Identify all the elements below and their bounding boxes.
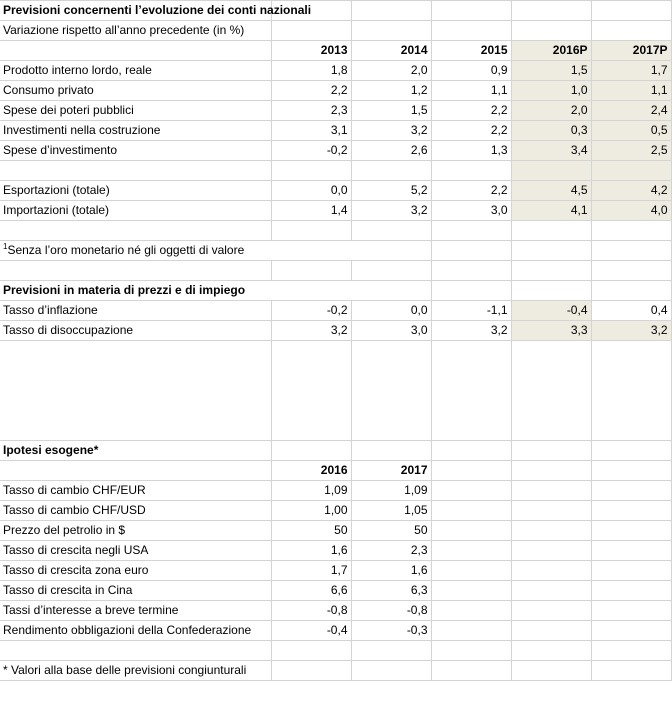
cell[interactable] [271, 21, 351, 41]
cell[interactable] [431, 481, 511, 501]
cell[interactable] [591, 541, 671, 561]
year-header-row [0, 41, 671, 61]
table-row [0, 321, 671, 341]
forecast-cell[interactable]: 1,5 [511, 61, 591, 81]
cell[interactable] [511, 581, 591, 601]
table-row [0, 181, 671, 201]
section2-title-row [0, 281, 671, 301]
value-cell[interactable]: 1,00 [271, 501, 351, 521]
row-label[interactable]: Tasso di cambio CHF/EUR [0, 481, 271, 501]
cell[interactable] [591, 601, 671, 621]
cell[interactable] [431, 1, 511, 21]
footnote-row [0, 661, 671, 681]
cell[interactable] [351, 21, 431, 41]
cell[interactable] [431, 541, 511, 561]
cell[interactable] [431, 161, 511, 181]
cell[interactable] [591, 1, 671, 21]
value-cell[interactable]: 50 [351, 521, 431, 541]
value-cell[interactable]: 6,3 [351, 581, 431, 601]
forecast-cell[interactable]: 4,1 [511, 201, 591, 221]
year-header-2014[interactable]: 2014 [351, 41, 431, 61]
value-cell[interactable]: 3,2 [431, 321, 511, 341]
cell[interactable] [351, 641, 431, 661]
value-cell[interactable]: 2,2 [271, 81, 351, 101]
forecast-cell[interactable]: 2,0 [511, 101, 591, 121]
forecast-cell[interactable]: 2,4 [591, 101, 671, 121]
year-header-row-2 [0, 461, 671, 481]
cell[interactable] [431, 601, 511, 621]
forecast-cell[interactable]: 4,5 [511, 181, 591, 201]
section1-title[interactable]: Previsioni concernenti l’evoluzione dei conti nazionali [0, 1, 271, 21]
footnote-1[interactable] [0, 241, 351, 261]
cell[interactable] [271, 661, 351, 681]
cell[interactable] [431, 641, 511, 661]
value-cell[interactable]: -0,8 [351, 601, 431, 621]
cell[interactable] [351, 261, 431, 281]
section1-title-row [0, 1, 671, 21]
table-row [0, 601, 671, 621]
cell[interactable] [511, 521, 591, 541]
cell[interactable] [591, 561, 671, 581]
cell[interactable] [351, 1, 431, 21]
cell[interactable] [431, 21, 511, 41]
value-cell[interactable]: 2,2 [431, 101, 511, 121]
value-cell[interactable]: 3,2 [351, 201, 431, 221]
cell[interactable] [0, 221, 271, 241]
cell[interactable] [431, 461, 511, 481]
cell[interactable] [271, 441, 351, 461]
year-header-2017p[interactable]: 2017P [591, 41, 671, 61]
table-row [0, 541, 671, 561]
table-row [0, 201, 671, 221]
cell[interactable] [511, 621, 591, 641]
row-label[interactable]: Esportazioni (totale) [0, 181, 271, 201]
cell[interactable] [591, 481, 671, 501]
cell[interactable] [0, 261, 271, 281]
cell[interactable] [351, 441, 431, 461]
cell[interactable] [431, 221, 511, 241]
forecast-cell[interactable]: 1,0 [511, 81, 591, 101]
cell[interactable] [431, 581, 511, 601]
value-cell[interactable]: -0,2 [271, 141, 351, 161]
value-cell[interactable]: 2,2 [431, 121, 511, 141]
cell[interactable] [0, 41, 271, 61]
section2-title[interactable]: Previsioni in materia di prezzi e di impiego [0, 281, 351, 301]
table-row [0, 581, 671, 601]
cell[interactable] [431, 261, 511, 281]
forecast-cell[interactable]: 3,2 [591, 321, 671, 341]
cell[interactable] [591, 621, 671, 641]
cell[interactable] [351, 241, 431, 261]
cell[interactable] [271, 341, 351, 441]
cell[interactable] [591, 461, 671, 481]
cell[interactable] [591, 161, 671, 181]
forecast-cell[interactable]: 0,3 [511, 121, 591, 141]
value-cell[interactable]: 2,0 [351, 61, 431, 81]
row-label[interactable]: Investimenti nella costruzione [0, 121, 271, 141]
cell[interactable] [351, 161, 431, 181]
cell[interactable] [511, 21, 591, 41]
cell[interactable] [591, 661, 671, 681]
cell[interactable] [351, 661, 431, 681]
year-header-2017[interactable]: 2017 [351, 461, 431, 481]
empty-row [0, 161, 671, 181]
value-cell[interactable]: 1,1 [431, 81, 511, 101]
value-cell[interactable]: 3,2 [351, 121, 431, 141]
row-label[interactable]: Prodotto interno lordo, reale [0, 61, 271, 81]
row-label[interactable]: Tasso di crescita in Cina [0, 581, 271, 601]
value-cell[interactable]: 1,8 [271, 61, 351, 81]
row-label[interactable]: Tasso di crescita zona euro [0, 561, 271, 581]
forecast-cell[interactable]: 4,2 [591, 181, 671, 201]
cell[interactable] [431, 561, 511, 581]
table-row [0, 481, 671, 501]
cell[interactable] [511, 341, 591, 441]
cell[interactable] [591, 281, 671, 301]
table-row [0, 141, 671, 161]
value-cell[interactable]: -0,3 [351, 621, 431, 641]
value-cell[interactable]: 0,9 [431, 61, 511, 81]
value-cell[interactable]: 1,7 [271, 561, 351, 581]
cell[interactable] [431, 661, 511, 681]
value-cell[interactable]: 0,4 [591, 301, 671, 321]
cell[interactable] [511, 481, 591, 501]
table-row [0, 121, 671, 141]
cell[interactable] [271, 161, 351, 181]
value-cell[interactable]: 0,0 [271, 181, 351, 201]
table-row [0, 501, 671, 521]
forecast-cell[interactable]: 3,4 [511, 141, 591, 161]
table-row [0, 301, 671, 321]
cell[interactable] [271, 221, 351, 241]
value-cell[interactable]: 3,1 [271, 121, 351, 141]
value-cell[interactable]: -0,2 [271, 301, 351, 321]
cell[interactable] [511, 461, 591, 481]
value-cell[interactable]: 3,0 [351, 321, 431, 341]
cell[interactable] [431, 501, 511, 521]
cell[interactable] [591, 441, 671, 461]
forecast-cell[interactable]: 1,1 [591, 81, 671, 101]
value-cell[interactable]: 1,5 [351, 101, 431, 121]
value-cell[interactable]: 2,3 [351, 541, 431, 561]
cell[interactable] [351, 341, 431, 441]
row-label[interactable]: Tasso di crescita negli USA [0, 541, 271, 561]
value-cell[interactable]: 6,6 [271, 581, 351, 601]
cell[interactable] [271, 641, 351, 661]
value-cell[interactable]: 1,3 [431, 141, 511, 161]
cell[interactable] [511, 641, 591, 661]
cell[interactable] [431, 621, 511, 641]
value-cell[interactable]: 1,05 [351, 501, 431, 521]
cell[interactable] [351, 221, 431, 241]
empty-row [0, 221, 671, 241]
cell[interactable] [511, 281, 591, 301]
value-cell[interactable]: -0,4 [271, 621, 351, 641]
row-label[interactable]: Tasso d’inflazione [0, 301, 271, 321]
value-cell[interactable]: 1,2 [351, 81, 431, 101]
cell[interactable] [511, 441, 591, 461]
cell[interactable] [431, 281, 511, 301]
footnote-1-text: Senza l’oro monetario né gli oggetti di valore [7, 243, 245, 257]
value-cell[interactable]: 1,6 [351, 561, 431, 581]
section3-title[interactable]: Ipotesi esogene* [0, 441, 271, 461]
cell[interactable] [591, 221, 671, 241]
cell[interactable] [591, 641, 671, 661]
value-cell[interactable]: 1,09 [271, 481, 351, 501]
row-label[interactable]: Spese d’investimento [0, 141, 271, 161]
cell[interactable] [431, 241, 511, 261]
row-label[interactable]: Tassi d’interesse a breve termine [0, 601, 271, 621]
section3-title-row [0, 441, 671, 461]
value-cell[interactable]: 2,2 [431, 181, 511, 201]
value-cell[interactable]: 50 [271, 521, 351, 541]
year-header-2016p[interactable]: 2016P [511, 41, 591, 61]
value-cell[interactable]: 1,09 [351, 481, 431, 501]
cell[interactable] [591, 21, 671, 41]
cell[interactable] [0, 161, 271, 181]
forecast-cell[interactable]: 0,5 [591, 121, 671, 141]
cell[interactable] [271, 261, 351, 281]
table-row [0, 81, 671, 101]
row-label[interactable]: Tasso di cambio CHF/USD [0, 501, 271, 521]
cell[interactable] [511, 221, 591, 241]
cell[interactable] [351, 281, 431, 301]
value-cell[interactable]: 5,2 [351, 181, 431, 201]
cell[interactable] [591, 261, 671, 281]
cell[interactable] [511, 1, 591, 21]
value-cell[interactable]: 3,0 [431, 201, 511, 221]
value-cell[interactable]: -0,8 [271, 601, 351, 621]
forecast-cell[interactable]: 1,7 [591, 61, 671, 81]
forecast-cell[interactable]: 4,0 [591, 201, 671, 221]
empty-row [0, 261, 671, 281]
value-cell[interactable]: 2,3 [271, 101, 351, 121]
cell[interactable] [0, 341, 271, 441]
cell[interactable] [511, 661, 591, 681]
value-cell[interactable]: 1,4 [271, 201, 351, 221]
cell[interactable] [511, 241, 591, 261]
row-label[interactable]: Rendimento obbligazioni della Confederazione [0, 621, 271, 641]
empty-row [0, 641, 671, 661]
cell[interactable] [431, 441, 511, 461]
cell[interactable] [511, 161, 591, 181]
footnote-row [0, 241, 671, 261]
row-label[interactable]: Consumo privato [0, 81, 271, 101]
cell[interactable] [591, 581, 671, 601]
value-cell[interactable]: 0,0 [351, 301, 431, 321]
cell[interactable] [0, 641, 271, 661]
value-cell[interactable]: 1,6 [271, 541, 351, 561]
year-header-2015[interactable]: 2015 [431, 41, 511, 61]
value-cell[interactable]: 2,6 [351, 141, 431, 161]
row-label[interactable]: Tasso di disoccupazione [0, 321, 271, 341]
section1-subtitle[interactable]: Variazione rispetto all’anno precedente (in %) [0, 21, 271, 41]
table-row [0, 521, 671, 541]
cell[interactable] [431, 521, 511, 541]
footnote-2[interactable]: * Valori alla base delle previsioni congiunturali [0, 661, 271, 681]
cell[interactable] [511, 501, 591, 521]
row-label[interactable]: Importazioni (totale) [0, 201, 271, 221]
cell[interactable] [591, 241, 671, 261]
forecast-cell[interactable]: -0,4 [511, 301, 591, 321]
table-row [0, 561, 671, 581]
year-header-2013[interactable]: 2013 [271, 41, 351, 61]
table-row [0, 61, 671, 81]
cell[interactable] [591, 341, 671, 441]
row-label[interactable]: Prezzo del petrolio in $ [0, 521, 271, 541]
year-header-2016[interactable]: 2016 [271, 461, 351, 481]
cell[interactable] [511, 601, 591, 621]
cell[interactable] [511, 261, 591, 281]
value-cell[interactable]: -1,1 [431, 301, 511, 321]
cell[interactable] [511, 561, 591, 581]
cell[interactable] [0, 461, 271, 481]
forecast-cell[interactable]: 2,5 [591, 141, 671, 161]
table-row [0, 101, 671, 121]
section1-subtitle-row [0, 21, 671, 41]
value-cell[interactable]: 3,2 [271, 321, 351, 341]
table-row [0, 621, 671, 641]
row-label[interactable]: Spese dei poteri pubblici [0, 101, 271, 121]
cell[interactable] [591, 501, 671, 521]
footnote-mark: 1 [3, 242, 8, 251]
cell[interactable] [431, 341, 511, 441]
forecast-cell[interactable]: 3,3 [511, 321, 591, 341]
cell[interactable] [511, 541, 591, 561]
cell[interactable] [591, 521, 671, 541]
empty-row [0, 341, 671, 441]
